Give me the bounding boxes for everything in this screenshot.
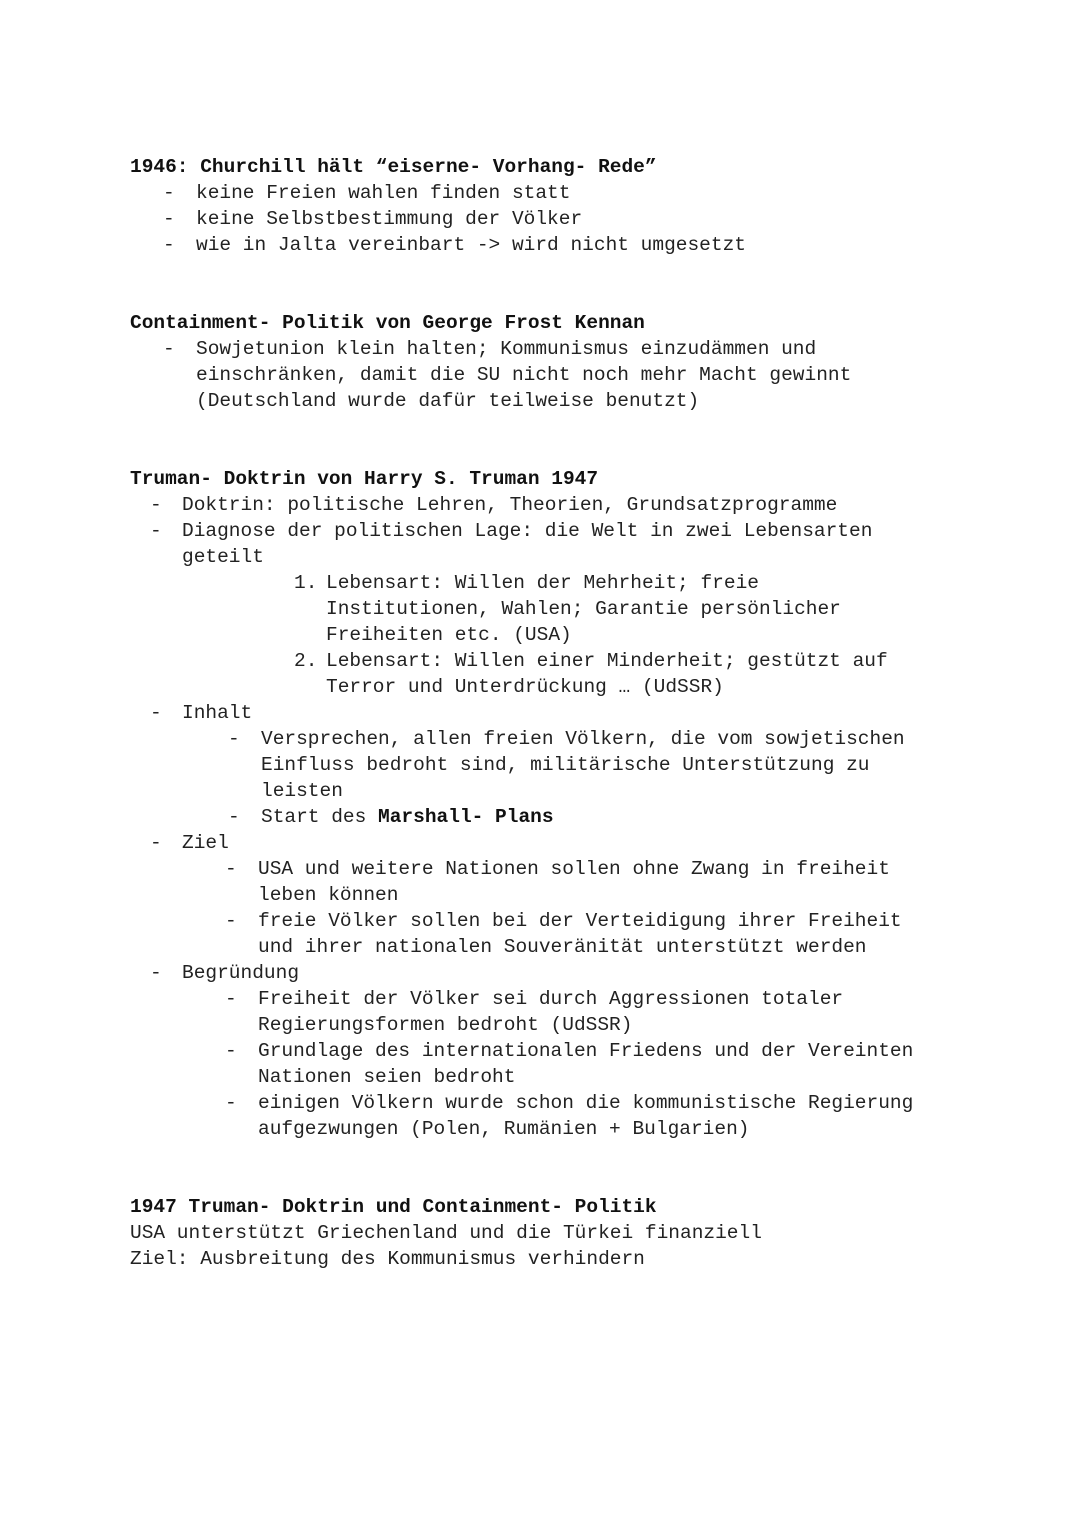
heading-churchill: 1946: Churchill hält “eiserne- Vorhang- Rede” [130, 156, 657, 178]
bullet-dash: - [163, 208, 175, 230]
list-item-continuation: aufgezwungen (Polen, Rumänien + Bulgarien) [258, 1118, 750, 1140]
list-item-continuation: Regierungsformen bedroht (UdSSR) [258, 1014, 633, 1036]
bullet-dash: - [163, 234, 175, 256]
list-item-continuation: (Deutschland wurde dafür teilweise benutzt) [196, 390, 700, 412]
list-item: Sowjetunion klein halten; Kommunismus einzudämmen und [196, 338, 817, 360]
list-item: keine Freien wahlen finden statt [196, 182, 571, 204]
list-number: 2. [294, 650, 318, 672]
subheading-begruendung: Begründung [182, 962, 300, 984]
bullet-dash: - [225, 858, 237, 880]
subheading-ziel: Ziel [182, 832, 229, 854]
bullet-dash: - [225, 910, 237, 932]
list-item: Diagnose der politischen Lage: die Welt in zwei Lebensarten [182, 520, 873, 542]
list-item: USA und weitere Nationen sollen ohne Zwang in freiheit [258, 858, 890, 880]
list-item [261, 804, 554, 830]
heading-1947-summary: 1947 Truman- Doktrin und Containment- Politik [130, 1196, 657, 1218]
numbered-item: Lebensart: Willen einer Minderheit; gestützt auf [326, 650, 888, 672]
list-item: wie in Jalta vereinbart -> wird nicht umgesetzt [196, 234, 746, 256]
bullet-dash: - [228, 728, 240, 750]
numbered-item: Lebensart: Willen der Mehrheit; freie [326, 572, 759, 594]
list-number: 1. [294, 572, 318, 594]
numbered-item-continuation: Freiheiten etc. (USA) [326, 624, 572, 646]
list-item: einigen Völkern wurde schon die kommunistische Regierung [258, 1092, 914, 1114]
numbered-item-continuation: Institutionen, Wahlen; Garantie persönlicher [326, 598, 841, 620]
list-item: keine Selbstbestimmung der Völker [196, 208, 583, 230]
heading-containment: Containment- Politik von George Frost Kennan [130, 312, 645, 334]
heading-truman-doktrin: Truman- Doktrin von Harry S. Truman 1947 [130, 468, 599, 490]
list-item-continuation: und ihrer nationalen Souveränität unterstützt werden [258, 936, 867, 958]
list-item-continuation: geteilt [182, 546, 264, 568]
bullet-dash: - [150, 832, 162, 854]
bullet-dash: - [163, 338, 175, 360]
marshall-plan-bold: Marshall- Plans [378, 806, 554, 828]
list-item-continuation: leben können [258, 884, 399, 906]
list-item: Doktrin: politische Lehren, Theorien, Grundsatzprogramme [182, 494, 838, 516]
list-item-continuation: Einfluss bedroht sind, militärische Unterstützung zu [261, 754, 870, 776]
list-item: Freiheit der Völker sei durch Aggressionen totaler [258, 988, 844, 1010]
numbered-item-continuation: Terror und Unterdrückung … (UdSSR) [326, 676, 724, 698]
bullet-dash: - [150, 494, 162, 516]
list-item: Versprechen, allen freien Völkern, die vom sowjetischen [261, 728, 905, 750]
paragraph-line: Ziel: Ausbreitung des Kommunismus verhindern [130, 1248, 645, 1270]
subheading-inhalt: Inhalt [182, 702, 253, 724]
bullet-dash: - [225, 988, 237, 1010]
bullet-dash: - [150, 520, 162, 542]
bullet-dash: - [225, 1040, 237, 1062]
list-item: freie Völker sollen bei der Verteidigung ihrer Freiheit [258, 910, 902, 932]
bullet-dash: - [228, 806, 240, 828]
marshall-prefix: Start des [261, 806, 379, 828]
list-item-continuation: einschränken, damit die SU nicht noch mehr Macht gewinnt [196, 364, 852, 386]
paragraph-line: USA unterstützt Griechenland und die Türkei finanziell [130, 1222, 762, 1244]
bullet-dash: - [163, 182, 175, 204]
list-item: Grundlage des internationalen Friedens und der Vereinten [258, 1040, 914, 1062]
bullet-dash: - [150, 962, 162, 984]
bullet-dash: - [150, 702, 162, 724]
bullet-dash: - [225, 1092, 237, 1114]
list-item-continuation: leisten [261, 780, 343, 802]
list-item-continuation: Nationen seien bedroht [258, 1066, 516, 1088]
